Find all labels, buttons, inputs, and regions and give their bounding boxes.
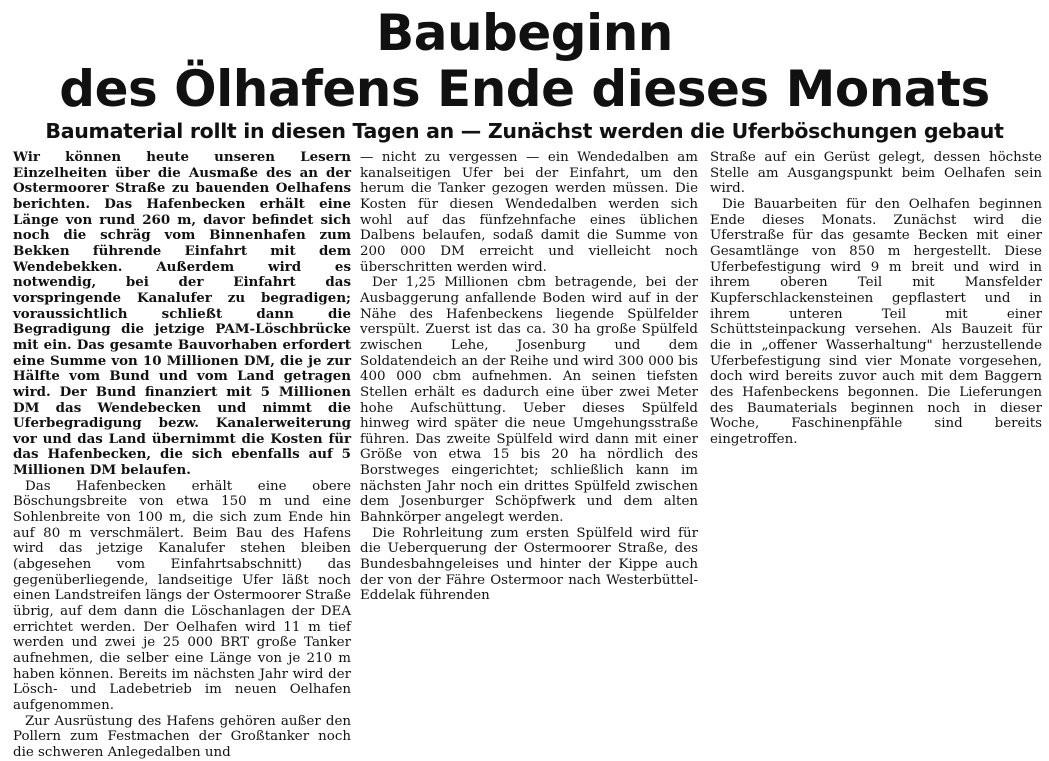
paragraph: Der 1,25 Millionen cbm betragende, bei der Ausbaggerung anfallende Boden wird auf in der Nähe des Hafenbeckens liegende Spülfelder verspült. Zuerst ist das ca. 30 ha große Spülfeld zwischen Lehe, Josenburg und dem Soldatendeich an der Reihe und wird 300 000 bis 400 000 cbm aufnehmen. An seinen tiefsten Stellen erhält es dadurch eine über zwei Meter hohe Aufschüttung. Ueber dieses Spülfeld hinweg wird später die neue Umgehungsstraße führen. Das zweite Spülfeld wird dann mit einer Größe von etwa 15 bis 20 ha nördlich des Borstweges eingerichtet; schließlich kann im nächsten Jahr noch ein drittes Spülfeld zwischen dem Josenburger Schöpfwerk und dem alten Bahnkörper angelegt werden. xyxy=(360,275,698,526)
paragraph: — nicht zu vergessen — ein Wendedalben am kanalseitigen Ufer bei der Einfahrt, um den herum die Tanker gezogen werden müssen. Die Kosten für diesen Wendedalben werden sich wohl auf das fünfzehnfache eines üblichen Dalbens belaufen, sodaß damit die Summe von 200 000 DM erreicht und vielleicht noch überschritten werden wird. xyxy=(360,150,698,275)
paragraph: Die Rohrleitung zum ersten Spülfeld wird für die Ueberquerung der Ostermoorer Straße, des Bundesbahngeleises und hinter der Kippe auch der von der Fähre Ostermoor nach Westerbüttel-Eddelak führenden xyxy=(360,525,698,604)
article-column-3 xyxy=(710,150,1042,447)
headline-line-1: Baubeginn xyxy=(376,4,673,62)
lead-paragraph: Wir können heute unseren Lesern Einzelheiten über die Ausmaße des an der Ostermoorer Straße zu bauenden Oelhafens berichten. Das Hafenbecken erhält eine Länge von rund 260 m, davor befindet sich noch die schräg vom Binnenhafen zum Bekken führende Einfahrt mit dem Wendebekken. Außerdem wird es notwendig, bei der Einfahrt das vorspringende Kanalufer zu begradigen; voraussichtlich schließt dann die Begradigung die jetzige PAM-Löschbrücke mit ein. Das gesamte Bauvorhaben erfordert eine Summe von 10 Millionen DM, die je zur Hälfte vom Bund und vom Land getragen wird. Der Bund finanziert mit 5 Millionen DM das Wendebecken und nimmt die Uferbegradigung bezw. Kanalerweiterung vor und das Land übernimmt die Kosten für das Hafenbecken, die sich ebenfalls auf 5 Millionen DM belaufen. xyxy=(13,149,351,479)
article-column-2 xyxy=(360,150,698,604)
subheadline: Baumaterial rollt in diesen Tagen an — Zunächst werden die Uferböschungen gebaut xyxy=(45,119,1004,143)
headline-line-2: des Ölhafens Ende dieses Monats xyxy=(59,60,990,118)
article-column-1 xyxy=(13,150,351,761)
paragraph: Die Bauarbeiten für den Oelhafen beginnen Ende dieses Monats. Zunächst wird die Uferstraße für das gesamte Becken mit einer Gesamtlänge von 850 m hergestellt. Diese Uferbefestigung wird 9 m breit und wird in ihrem oberen Teil mit Mansfelder Kupferschlackensteinen gepflastert und in ihrem unteren Teil mit einer Schüttsteinpackung versehen. Als Bauzeit für die in „offener Wasserhaltung" herzustellende Uferbefestigung sind vier Monate vorgesehen, doch wird bereits zuvor auch mit dem Baggern des Hafenbeckens begonnen. Die Lieferungen des Baumaterials beginnen noch in dieser Woche, Faschinenpfähle sind bereits eingetroffen. xyxy=(710,196,1042,447)
paragraph: Das Hafenbecken erhält eine obere Böschungsbreite von etwa 150 m und eine Sohlenbreite von 100 m, die sich zum Ende hin auf 80 m verschmälert. Beim Bau des Hafens wird das jetzige Kanalufer stehen bleiben (abgesehen vom Einfahrtsabschnitt) das gegenüberliegende, landseitige Ufer läßt noch einen Landstreifen längs der Ostermoorer Straße übrig, auf dem dann die Löschanlagen der DEA errichtet werden. Der Oelhafen wird 11 m tief werden und zwei je 25 000 BRT große Tanker aufnehmen, die selber eine Länge von je 210 m haben können. Bereits im nächsten Jahr wird der Lösch- und Ladebetrieb im neuen Oelhafen aufgenommen. xyxy=(13,478,351,713)
paragraph: Zur Ausrüstung des Hafens gehören außer den Pollern zum Festmachen der Großtanker noch die schweren Anlegedalben und xyxy=(13,713,351,760)
paragraph: Straße auf ein Gerüst gelegt, dessen höchste Stelle am Ausgangspunkt beim Oelhafen sein wird. xyxy=(710,150,1042,197)
